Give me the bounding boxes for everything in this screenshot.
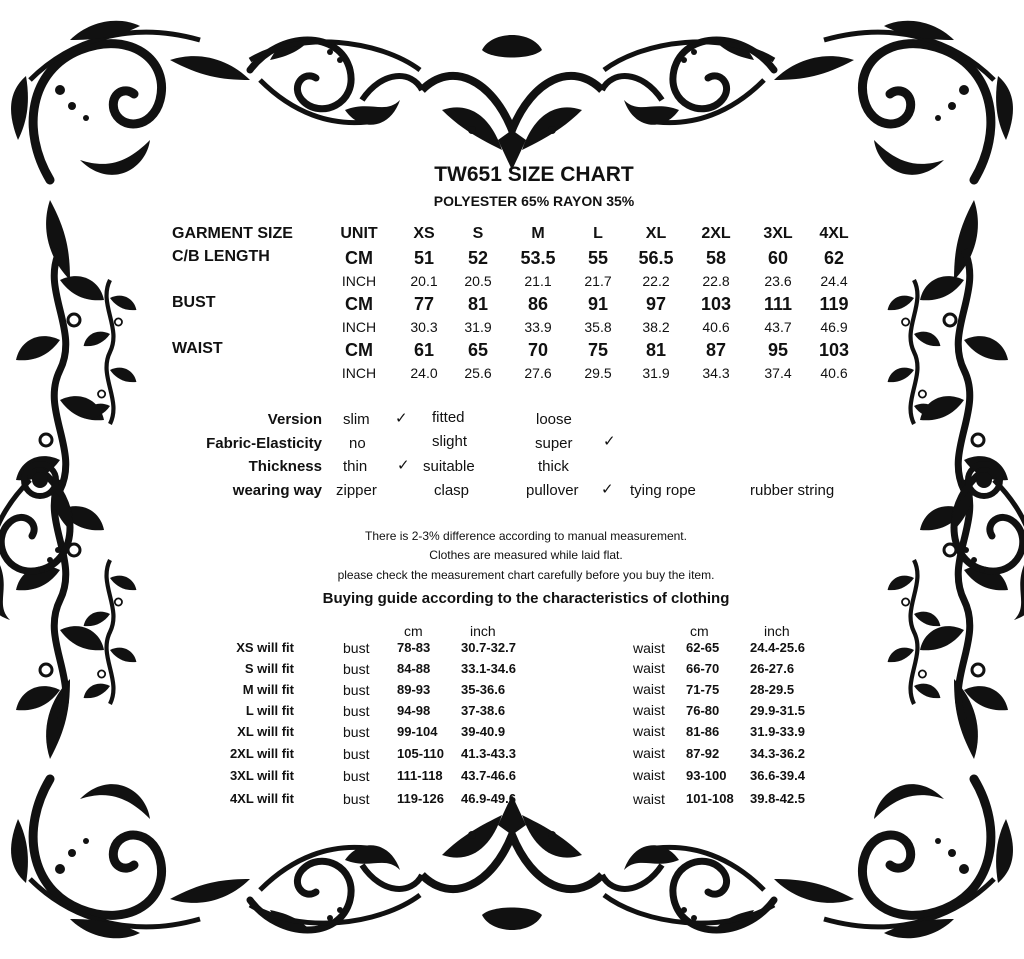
cell-value: 60	[767, 248, 789, 268]
cell-value: 95	[767, 340, 789, 360]
cell-value: 20.5	[464, 273, 492, 289]
cell-value: 24.4	[820, 273, 848, 289]
guide-bust-inch: 37-38.6	[461, 703, 506, 718]
wearing-pullover: pullover	[526, 482, 579, 499]
guide-bust-cm: 119-126	[397, 791, 444, 806]
guide-bust-inch: 30.7-32.7	[461, 640, 516, 655]
buying-guide-title: Buying guide according to the characteristics of clothing	[322, 590, 730, 607]
guide-waist-inch: 28-29.5	[750, 682, 795, 697]
guide-waist-inch: 24.4-25.6	[750, 640, 805, 655]
guide-waist-cm: 62-65	[686, 640, 720, 655]
guide-waist-inch: 36.6-39.4	[750, 768, 805, 783]
cell-value: 20.1	[410, 273, 438, 289]
guide-waist-cm: 81-86	[686, 724, 720, 739]
cell-value: 103	[818, 340, 850, 360]
guide-waist-inch: 29.9-31.5	[750, 703, 805, 718]
cell-value: 97	[645, 294, 667, 314]
guide-waist-cm: 87-92	[686, 746, 720, 761]
size-header: 4XL	[819, 225, 849, 242]
guide-bust-inch: 35-36.6	[461, 682, 506, 697]
unit-inch: INCH	[341, 365, 377, 381]
cell-value: 62	[823, 248, 845, 268]
guide-waist-label: waist	[633, 640, 665, 656]
guide-waist-inch: 39.8-42.5	[750, 791, 805, 806]
cell-value: 40.6	[702, 319, 730, 335]
wearing-zipper: zipper	[336, 482, 377, 499]
size-chart-title: TW651 SIZE CHART	[434, 163, 634, 186]
guide-fit-label: 2XL will fit	[229, 746, 294, 761]
unit-inch: INCH	[341, 319, 377, 335]
guide-bust-inch: 43.7-46.6	[461, 768, 516, 783]
guide-cm-header: cm	[404, 623, 423, 639]
cell-value: 91	[587, 294, 609, 314]
guide-waist-cm: 101-108	[686, 791, 734, 806]
elasticity-slight: slight	[432, 433, 468, 450]
wearing-rubber-string: rubber string	[750, 482, 835, 499]
thickness-suitable: suitable	[423, 458, 475, 475]
elasticity-super: super	[535, 435, 573, 452]
guide-fit-label: XL will fit	[237, 724, 294, 739]
cell-value: 22.2	[642, 273, 670, 289]
guide-bust-cm: 84-88	[397, 661, 431, 676]
guide-waist-label: waist	[633, 702, 665, 718]
size-header: XS	[413, 225, 435, 242]
cell-value: 27.6	[524, 365, 552, 381]
guide-bust-label: bust	[343, 724, 370, 740]
cell-value: 70	[527, 340, 549, 360]
guide-bust-label: bust	[343, 768, 370, 784]
cell-value: 25.6	[464, 365, 492, 381]
guide-bust-cm: 105-110	[397, 746, 444, 761]
guide-waist-label: waist	[633, 723, 665, 739]
guide-bust-label: bust	[343, 640, 370, 656]
guide-fit-label: S will fit	[244, 661, 294, 676]
row-label-bust: BUST	[172, 294, 216, 311]
version-fitted: fitted	[432, 409, 465, 426]
size-header: XL	[645, 225, 667, 242]
guide-waist-label: waist	[633, 660, 665, 676]
cell-value: 40.6	[820, 365, 848, 381]
cell-value: 103	[700, 294, 732, 314]
cell-value: 30.3	[410, 319, 438, 335]
cell-value: 81	[467, 294, 489, 314]
thickness-label: Thickness	[248, 458, 322, 475]
cell-value: 31.9	[642, 365, 670, 381]
elasticity-label: Fabric-Elasticity	[206, 435, 322, 452]
cell-value: 33.9	[524, 319, 552, 335]
guide-waist-label: waist	[633, 767, 665, 783]
size-header: 2XL	[701, 225, 731, 242]
guide-waist-label: waist	[633, 791, 665, 807]
cell-value: 53.5	[520, 248, 556, 268]
unit-cm: CM	[345, 294, 373, 314]
version-loose: loose	[536, 411, 572, 428]
note-line: There is 2-3% difference according to manual measurement.	[365, 529, 687, 543]
cell-value: 23.6	[764, 273, 792, 289]
guide-waist-cm: 93-100	[686, 768, 727, 783]
guide-waist-inch: 26-27.6	[750, 661, 795, 676]
cell-value: 38.2	[642, 319, 670, 335]
unit-inch: INCH	[341, 273, 377, 289]
guide-inch-header: inch	[470, 623, 496, 639]
cell-value: 77	[413, 294, 435, 314]
guide-waist-label: waist	[633, 681, 665, 697]
guide-fit-label: 3XL will fit	[229, 768, 294, 783]
check-icon: ✓	[603, 433, 616, 450]
cell-value: 65	[467, 340, 489, 360]
guide-cm-header: cm	[690, 623, 709, 639]
elasticity-no: no	[349, 435, 366, 452]
guide-bust-label: bust	[343, 791, 370, 807]
cell-value: 119	[819, 294, 849, 314]
guide-bust-label: bust	[343, 703, 370, 719]
cell-value: 46.9	[820, 319, 848, 335]
cell-value: 21.7	[584, 273, 612, 289]
guide-bust-inch: 33.1-34.6	[461, 661, 516, 676]
cell-value: 43.7	[764, 319, 792, 335]
guide-bust-cm: 94-98	[397, 703, 431, 718]
size-header: S	[472, 225, 484, 242]
guide-bust-label: bust	[343, 746, 370, 762]
wearing-way-label: wearing way	[232, 482, 322, 499]
version-label: Version	[267, 411, 322, 428]
guide-bust-cm: 99-104	[397, 724, 438, 739]
cell-value: 55	[587, 248, 609, 268]
fabric-composition: POLYESTER 65% RAYON 35%	[433, 193, 635, 209]
cell-value: 56.5	[638, 248, 674, 268]
check-icon: ✓	[601, 481, 614, 498]
row-label-waist: WAIST	[172, 340, 223, 357]
cell-value: 52	[467, 248, 489, 268]
unit-header: UNIT	[340, 225, 378, 242]
size-header: M	[531, 225, 545, 242]
cell-value: 24.0	[410, 365, 438, 381]
cell-value: 75	[587, 340, 609, 360]
cell-value: 87	[705, 340, 727, 360]
cell-value: 37.4	[764, 365, 792, 381]
cell-value: 81	[645, 340, 667, 360]
cell-value: 34.3	[702, 365, 730, 381]
size-header: 3XL	[763, 225, 793, 242]
thickness-thin: thin	[343, 458, 368, 475]
guide-waist-cm: 66-70	[686, 661, 720, 676]
guide-bust-cm: 89-93	[397, 682, 431, 697]
unit-cm: CM	[345, 248, 373, 268]
guide-waist-inch: 34.3-36.2	[750, 746, 805, 761]
guide-waist-cm: 76-80	[686, 703, 720, 718]
guide-bust-inch: 46.9-49.6	[461, 791, 516, 806]
guide-bust-cm: 78-83	[397, 640, 431, 655]
guide-waist-inch: 31.9-33.9	[750, 724, 805, 739]
unit-cm: CM	[345, 340, 373, 360]
guide-bust-cm: 111-118	[397, 768, 443, 783]
guide-fit-label: 4XL will fit	[229, 791, 294, 806]
thickness-thick: thick	[538, 458, 569, 475]
guide-bust-inch: 41.3-43.3	[461, 746, 516, 761]
cell-value: 51	[413, 248, 435, 268]
guide-waist-cm: 71-75	[686, 682, 720, 697]
guide-bust-label: bust	[343, 661, 370, 677]
guide-bust-inch: 39-40.9	[461, 724, 506, 739]
guide-bust-label: bust	[343, 682, 370, 698]
note-line: Clothes are measured while laid flat.	[429, 548, 623, 562]
cell-value: 58	[705, 248, 727, 268]
guide-fit-label: L will fit	[245, 703, 294, 718]
cell-value: 35.8	[584, 319, 612, 335]
row-label-length: C/B LENGTH	[172, 248, 270, 265]
size-header: L	[593, 225, 603, 242]
guide-waist-label: waist	[633, 745, 665, 761]
cell-value: 29.5	[584, 365, 612, 381]
version-slim: slim	[343, 411, 370, 428]
wearing-tying-rope: tying rope	[630, 482, 696, 499]
check-icon: ✓	[397, 457, 410, 474]
note-line: please check the measurement chart carefully before you buy the item.	[337, 568, 715, 582]
cell-value: 111	[763, 294, 793, 314]
check-icon: ✓	[395, 410, 408, 427]
guide-fit-label: XS will fit	[236, 640, 294, 655]
garment-size-header: GARMENT SIZE	[172, 225, 293, 242]
wearing-clasp: clasp	[434, 482, 470, 499]
guide-fit-label: M will fit	[242, 682, 294, 697]
cell-value: 21.1	[524, 273, 552, 289]
cell-value: 31.9	[464, 319, 492, 335]
guide-inch-header: inch	[764, 623, 790, 639]
cell-value: 86	[527, 294, 549, 314]
cell-value: 61	[413, 340, 435, 360]
cell-value: 22.8	[702, 273, 730, 289]
